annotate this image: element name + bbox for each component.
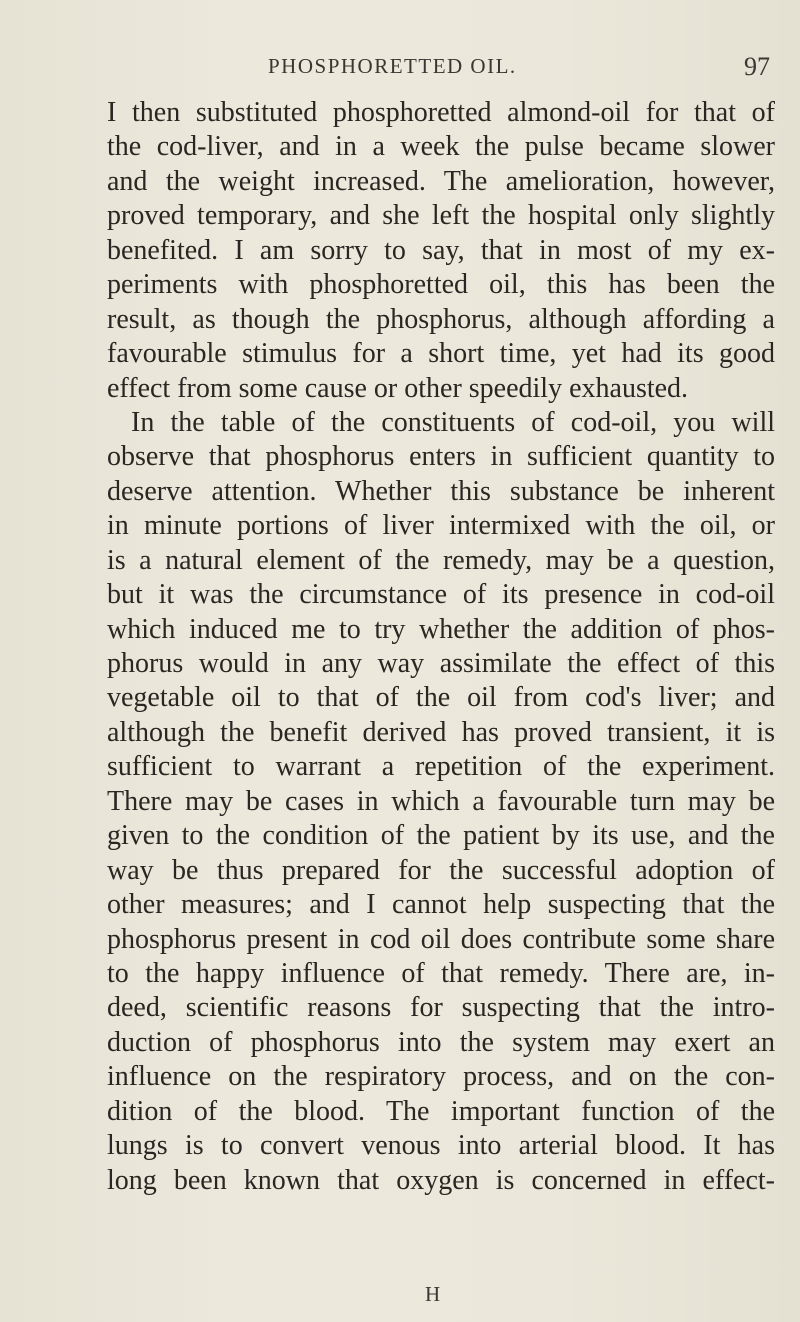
text-line: dition of the blood. The important function of the [107, 1095, 775, 1127]
text-line: deed, scientific reasons for suspecting that the intro- [107, 992, 775, 1024]
text-line: phorus would in any way assimilate the effect of this [107, 648, 775, 679]
running-title: PHOSPHORETTED OIL. [268, 54, 517, 78]
text-line: long been known that oxygen is concerned in effect- [107, 1164, 775, 1196]
text-line: benefited. I am sorry to say, that in most of my ex- [107, 234, 775, 266]
body-text [107, 96, 775, 1198]
text-line: but it was the circumstance of its presence in cod-oil [107, 579, 775, 611]
text-line: sufficient to warrant a repetition of the experiment. [107, 751, 775, 783]
text-line: There may be cases in which a favourable turn may be [107, 785, 775, 817]
text-line: deserve attention. Whether this substance be inherent [107, 475, 775, 507]
text-line: the cod-liver, and in a week the pulse became slower [107, 131, 775, 163]
text-line: effect from some cause or other speedily exhausted. [107, 372, 689, 404]
text-line: periments with phosphoretted oil, this has been the [107, 269, 775, 301]
text-line: proved temporary, and she left the hospital only slightly [107, 200, 775, 232]
text-line: lungs is to convert venous into arterial blood. It has [107, 1130, 775, 1162]
text-line: other measures; and I cannot help suspecting that the [107, 889, 775, 921]
text-line: is a natural element of the remedy, may be a question, [107, 544, 775, 576]
text-line: to the happy influence of that remedy. There are, in- [107, 957, 775, 989]
text-line: phosphorus present in cod oil does contribute some share [107, 923, 775, 955]
text-line: observe that phosphorus enters in sufficient quantity to [107, 441, 775, 473]
text-line: in minute portions of liver intermixed with the oil, or [107, 510, 775, 542]
text-line: In the table of the constituents of cod-oil, you will [131, 406, 775, 438]
text-line: way be thus prepared for the successful adoption of [107, 854, 775, 886]
text-line: vegetable oil to that of the oil from cod's liver; and [107, 682, 775, 714]
text-line: result, as though the phosphorus, although affording a [107, 303, 775, 335]
text-line: which induced me to try whether the addition of phos- [107, 613, 775, 645]
signature-mark: H [425, 1282, 441, 1306]
text-line: duction of phosphorus into the system may exert an [107, 1026, 775, 1058]
page-number: 97 [744, 52, 770, 81]
text-line: given to the condition of the patient by its use, and the [107, 820, 775, 852]
text-line: I then substituted phosphoretted almond-oil for that of [107, 97, 775, 128]
text-line: influence on the respiratory process, and on the con- [107, 1061, 775, 1093]
text-line: favourable stimulus for a short time, yet had its good [107, 338, 775, 370]
text-line: and the weight increased. The amelioration, however, [107, 165, 775, 197]
running-head [250, 54, 770, 84]
text-line: although the benefit derived has proved transient, it is [107, 716, 775, 748]
